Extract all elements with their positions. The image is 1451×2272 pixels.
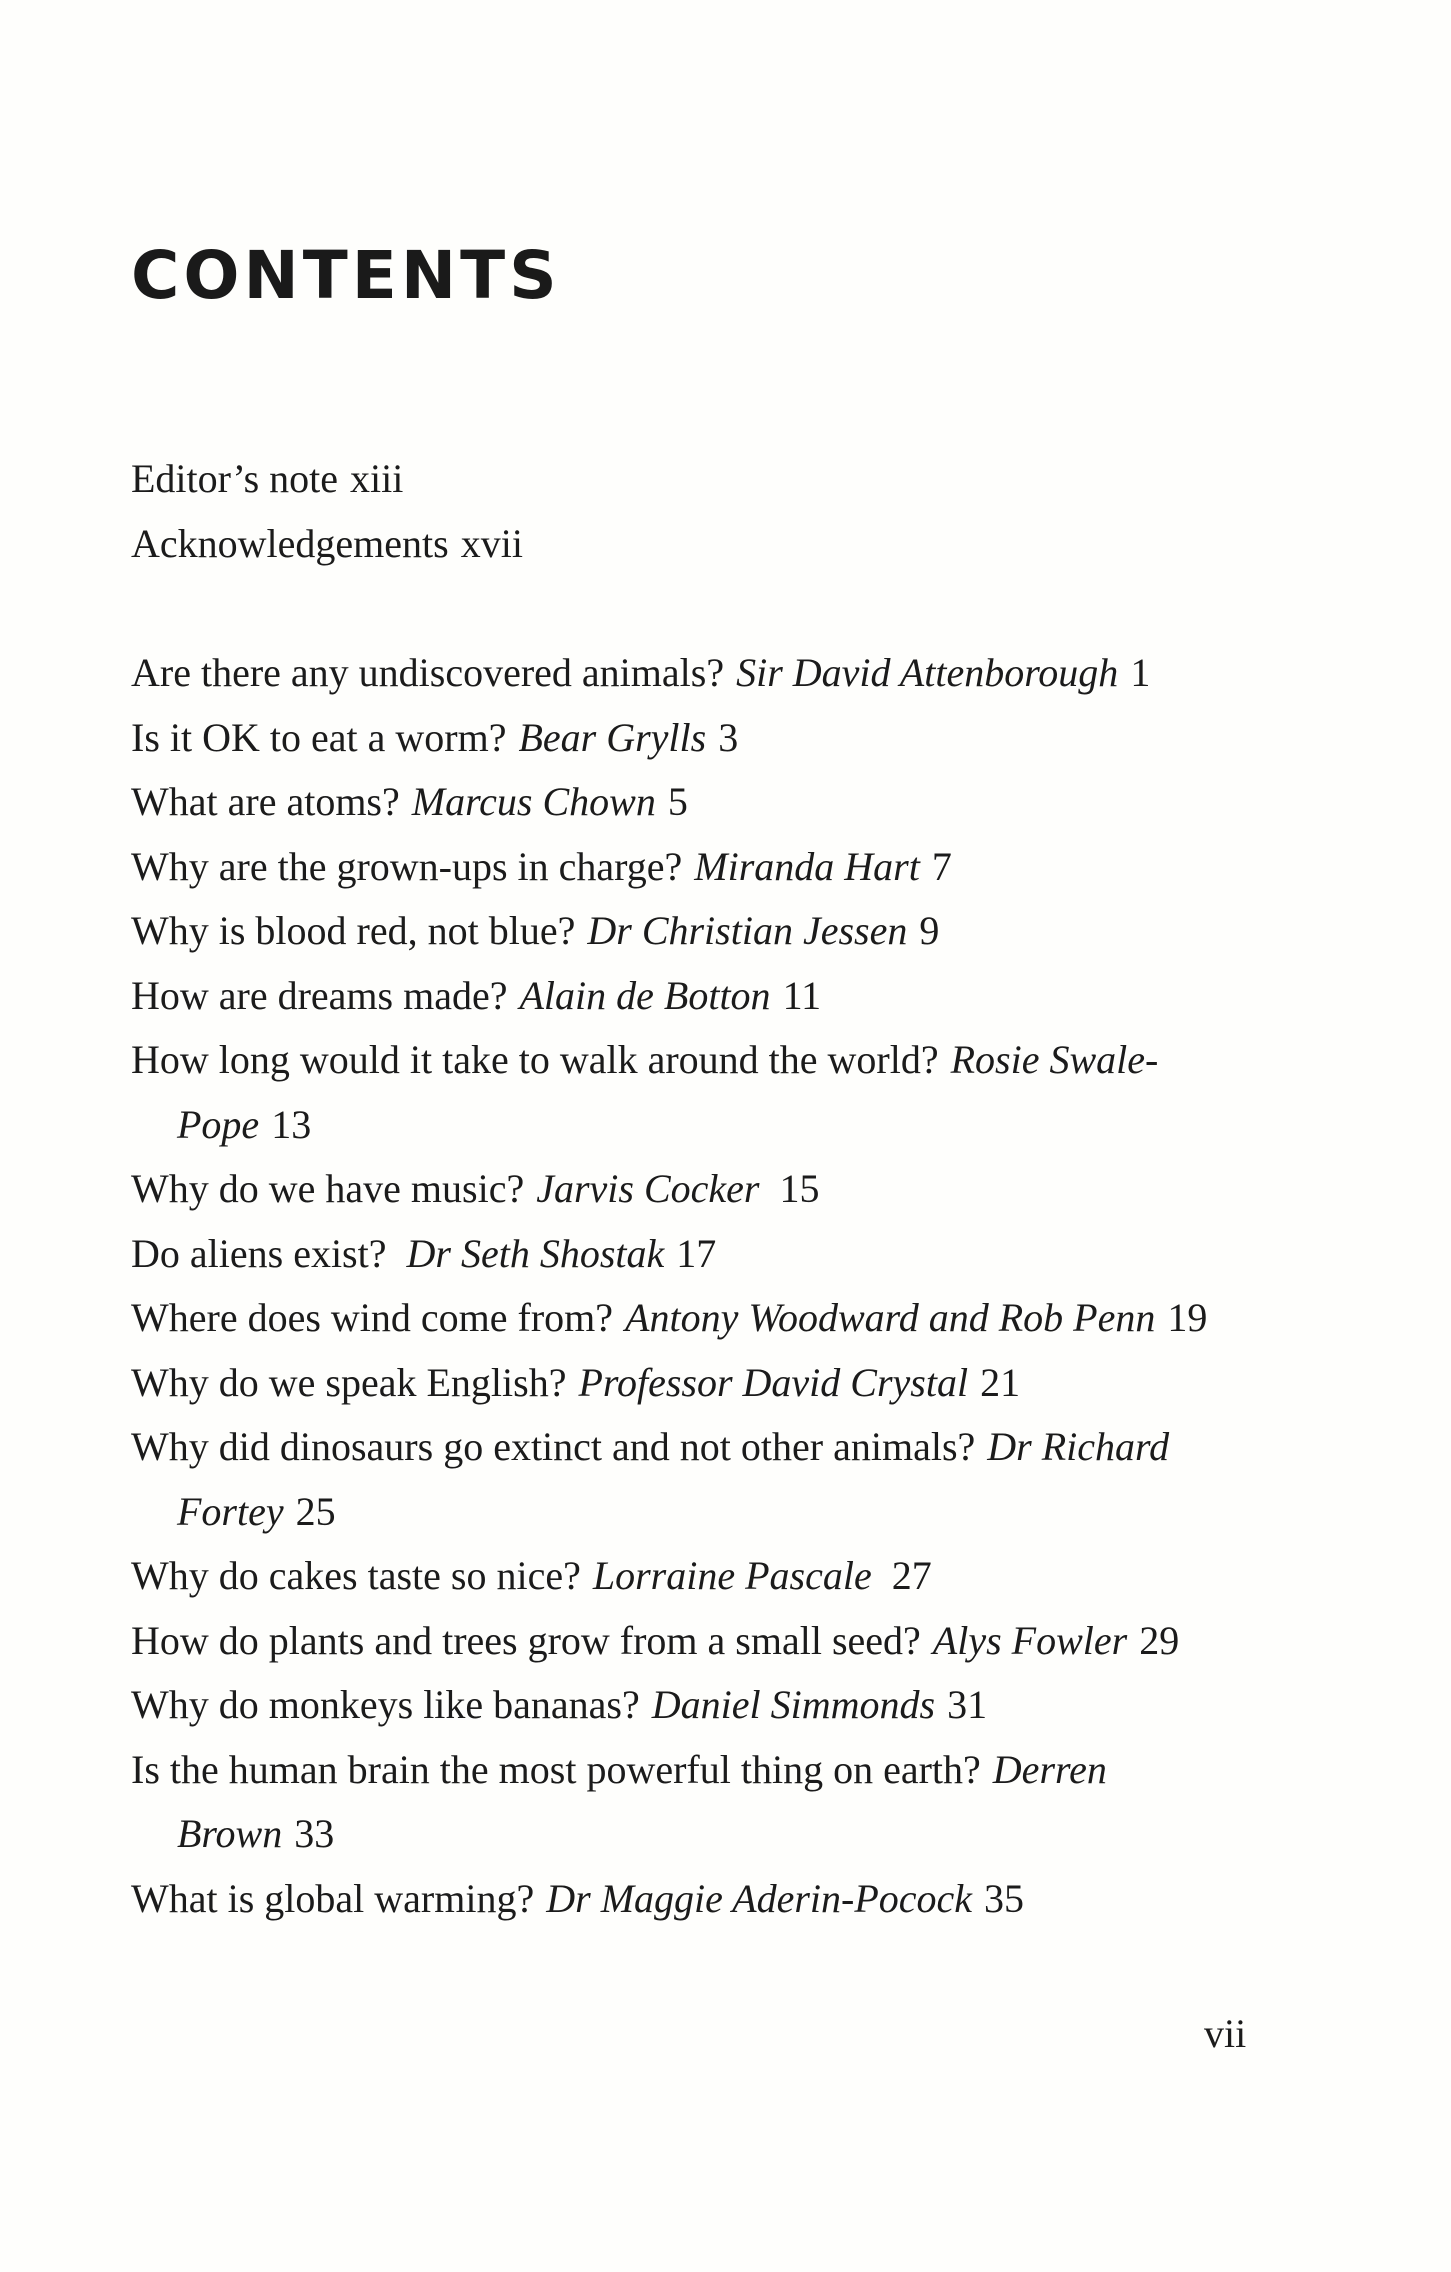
page-number: 29 [1139, 1617, 1180, 1663]
page-number: 31 [947, 1682, 988, 1727]
author: Alys Fowler [932, 1617, 1128, 1663]
prelim-label: Acknowledgements [131, 520, 449, 566]
toc-entry [131, 835, 1331, 900]
author: Dr Maggie Aderin-Pocock [546, 1875, 973, 1921]
author: Bear Grylls [518, 714, 707, 760]
toc-entry [131, 1867, 1331, 1932]
author: Marcus Chown [411, 779, 656, 824]
toc-entry [131, 706, 1331, 771]
toc-entry [131, 1286, 1331, 1351]
page-number: 35 [984, 1875, 1025, 1921]
author: Daniel Simmonds [651, 1682, 936, 1727]
toc-entry [131, 899, 1331, 964]
prelim-label: Editor’s note [131, 456, 339, 501]
author: Derren [992, 1746, 1107, 1792]
toc-entry [131, 1609, 1331, 1674]
toc-list [131, 641, 1331, 1931]
prelim-entry [131, 512, 523, 577]
question: Where does wind come from? [131, 1295, 614, 1340]
author: Lorraine Pascale [592, 1553, 872, 1598]
toc-entry [131, 1673, 1331, 1738]
page-number: 3 [718, 714, 739, 760]
toc-entry [131, 1544, 1331, 1609]
question: Is it OK to eat a worm? [131, 714, 507, 760]
toc-entry [131, 1738, 1331, 1867]
page-number: 25 [295, 1488, 336, 1534]
author-continued: Pope [177, 1101, 260, 1147]
question: Why did dinosaurs go extinct and not other animals? [131, 1424, 976, 1469]
prelim-entry [131, 447, 523, 512]
author: Antony Woodward and Rob Penn [625, 1295, 1156, 1340]
question: Why is blood red, not blue? [131, 908, 576, 953]
page-number: 7 [931, 843, 952, 889]
author: Miranda Hart [694, 843, 920, 889]
prelims-list [131, 447, 523, 576]
page-number: 33 [294, 1811, 335, 1856]
page-number: 17 [676, 1230, 717, 1276]
author: Sir David Attenborough [736, 650, 1119, 695]
toc-entry [131, 1222, 1331, 1287]
author: Dr Christian Jessen [587, 908, 908, 953]
page-number: 19 [1167, 1295, 1208, 1340]
author: Rosie Swale- [950, 1037, 1159, 1082]
page-number: 21 [980, 1359, 1021, 1405]
toc-entry [131, 1157, 1331, 1222]
page-number: 15 [779, 1166, 820, 1211]
page-number: xvii [460, 520, 523, 566]
toc-entry [131, 641, 1331, 706]
question: Why do we have music? [131, 1166, 525, 1211]
question: Why do monkeys like bananas? [131, 1682, 640, 1727]
question: What are atoms? [131, 779, 400, 824]
page-number: 9 [919, 908, 940, 953]
question: Why do cakes taste so nice? [131, 1553, 581, 1598]
toc-entry [131, 1028, 1331, 1157]
toc-entry [131, 964, 1331, 1029]
author-continued: Brown [177, 1811, 283, 1856]
author: Professor David Crystal [578, 1359, 969, 1405]
toc-entry [131, 770, 1331, 835]
page-number: 11 [782, 972, 822, 1018]
toc-entry [131, 1415, 1331, 1544]
toc-entry [131, 1351, 1331, 1416]
question: Are there any undiscovered animals? [131, 650, 725, 695]
question: Is the human brain the most powerful thing on earth? [131, 1746, 981, 1792]
page-number: 5 [667, 779, 688, 824]
page-number: 27 [891, 1553, 932, 1598]
page-number: xiii [350, 456, 404, 501]
question: Why do we speak English? [131, 1359, 567, 1405]
question: How do plants and trees grow from a small seed? [131, 1617, 921, 1663]
question: Do aliens exist? [131, 1230, 387, 1276]
author-continued: Fortey [177, 1488, 284, 1534]
author: Dr Richard [987, 1424, 1170, 1469]
page-folio: vii [1204, 2011, 1247, 2056]
question: How are dreams made? [131, 972, 508, 1018]
question: Why are the grown-ups in charge? [131, 843, 683, 889]
question: How long would it take to walk around the world? [131, 1037, 939, 1082]
author: Alain de Botton [519, 972, 771, 1018]
author: Dr Seth Shostak [406, 1230, 665, 1276]
author: Jarvis Cocker [536, 1166, 760, 1211]
question: What is global warming? [131, 1875, 535, 1921]
page-number: 1 [1130, 650, 1151, 695]
page-number: 13 [271, 1101, 312, 1147]
page-title: CONTENTS [131, 237, 561, 314]
